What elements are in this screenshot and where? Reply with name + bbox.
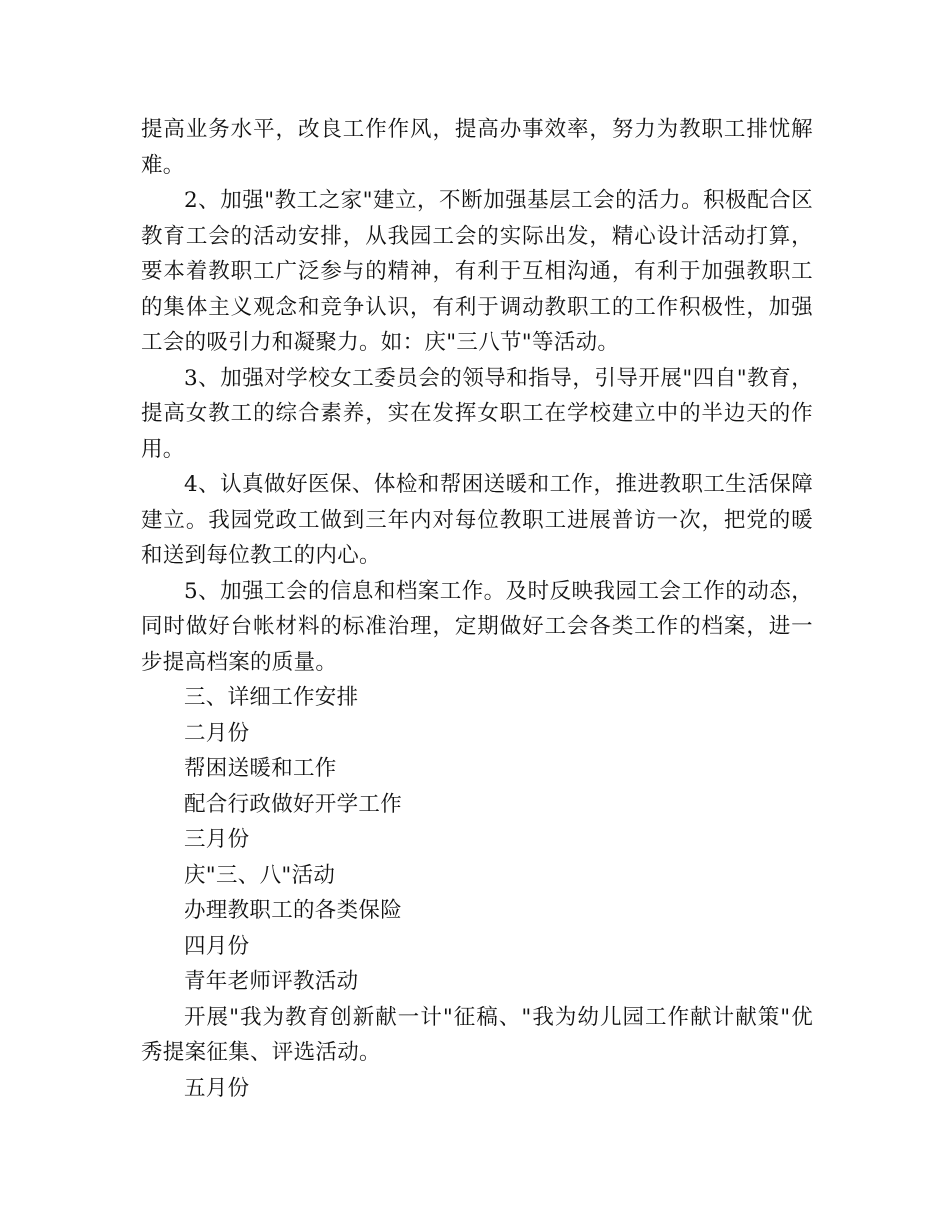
document-body bbox=[141, 112, 813, 1106]
schedule-item: 青年老师评教活动 bbox=[184, 969, 359, 994]
schedule-item: 帮困送暖和工作 bbox=[184, 756, 337, 781]
schedule-item: 开展"我为教育创新献一计"征稿、"我为幼儿园工作献计献策"优秀提案征集、评选活动。 bbox=[141, 1004, 813, 1065]
paragraph-intro-continuation: 提高业务水平，改良工作作风，提高办事效率，努力为教职工排忧解难。 bbox=[141, 117, 813, 178]
month-heading-may: 五月份 bbox=[184, 1075, 250, 1101]
paragraph-item-5: 5、加强工会的信息和档案工作。及时反映我园工会工作的动态，同时做好台帐材料的标准治理，定期做好工会各类工作的档案，进一步提高档案的质量。 bbox=[141, 578, 813, 675]
month-heading-march: 三月份 bbox=[184, 827, 250, 852]
paragraph-item-4: 4、认真做好医保、体检和帮困送暖和工作，推进教职工生活保障建立。我园党政工做到三年内对每位教职工进展普访一次，把党的暖和送到每位教工的内心。 bbox=[141, 472, 813, 568]
schedule-item: 配合行政做好开学工作 bbox=[184, 791, 403, 817]
paragraph-item-3: 3、加强对学校女工委员会的领导和指导，引导开展"四自"教育，提高女教工的综合素养，实在发挥女职工在学校建立中的半边天的作用。 bbox=[141, 365, 813, 462]
section-heading-work-schedule: 三、详细工作安排 bbox=[184, 685, 359, 710]
month-heading-february: 二月份 bbox=[184, 720, 250, 746]
schedule-item: 庆"三、八"活动 bbox=[184, 862, 336, 888]
paragraph-item-2: 2、加强"教工之家"建立，不断加强基层工会的活力。积极配合区教育工会的活动安排，从我园工会的实际出发，精心设计活动打算，要本着教职工广泛参与的精神，有利于互相沟通，有利于加强教职工的集体主义观念和竞争认识，有利于调动教职工的工作积极性，加强工会的吸引力和凝聚力。如：庆"三八节"等活动。 bbox=[141, 188, 813, 355]
schedule-item: 办理教职工的各类保险 bbox=[184, 898, 403, 923]
month-heading-april: 四月份 bbox=[184, 933, 250, 959]
